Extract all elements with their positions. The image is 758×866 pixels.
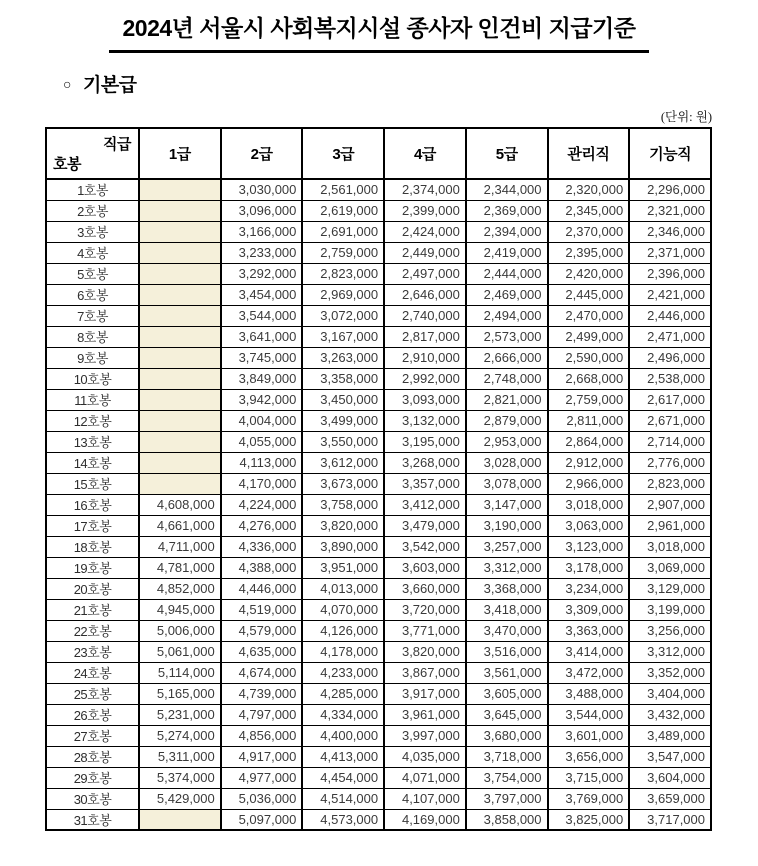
row-label: 19호봉: [46, 557, 139, 578]
salary-cell: 3,605,000: [466, 683, 548, 704]
salary-cell: 3,178,000: [548, 557, 630, 578]
salary-cell: 2,776,000: [629, 452, 711, 473]
salary-cell: 2,671,000: [629, 410, 711, 431]
table-row: [46, 704, 711, 725]
salary-cell: 4,126,000: [302, 620, 384, 641]
salary-cell: 4,071,000: [384, 767, 466, 788]
row-label: 23호봉: [46, 641, 139, 662]
row-label: 18호봉: [46, 536, 139, 557]
salary-cell: 3,028,000: [466, 452, 548, 473]
table-row: [46, 410, 711, 431]
table-row: [46, 620, 711, 641]
empty-cell: [139, 179, 221, 200]
salary-cell: 3,867,000: [384, 662, 466, 683]
salary-cell: 3,312,000: [629, 641, 711, 662]
salary-cell: 4,113,000: [221, 452, 303, 473]
salary-cell: 2,371,000: [629, 242, 711, 263]
salary-cell: 3,715,000: [548, 767, 630, 788]
title-wrap: [0, 0, 758, 53]
salary-cell: 2,446,000: [629, 305, 711, 326]
salary-cell: 3,942,000: [221, 389, 303, 410]
salary-cell: 5,061,000: [139, 641, 221, 662]
salary-cell: 2,668,000: [548, 368, 630, 389]
row-label: 17호봉: [46, 515, 139, 536]
salary-cell: 2,496,000: [629, 347, 711, 368]
table-row: [46, 326, 711, 347]
salary-cell: 2,748,000: [466, 368, 548, 389]
salary-cell: 2,590,000: [548, 347, 630, 368]
salary-cell: 2,296,000: [629, 179, 711, 200]
salary-cell: 3,414,000: [548, 641, 630, 662]
column-header-grade5: 5급: [466, 128, 548, 179]
salary-cell: 3,479,000: [384, 515, 466, 536]
salary-cell: 3,550,000: [302, 431, 384, 452]
salary-cell: 3,190,000: [466, 515, 548, 536]
salary-cell: 3,673,000: [302, 473, 384, 494]
salary-cell: 2,619,000: [302, 200, 384, 221]
salary-cell: 4,977,000: [221, 767, 303, 788]
salary-cell: 3,718,000: [466, 746, 548, 767]
salary-cell: 4,856,000: [221, 725, 303, 746]
salary-cell: 4,797,000: [221, 704, 303, 725]
salary-cell: 5,006,000: [139, 620, 221, 641]
salary-cell: 3,450,000: [302, 389, 384, 410]
salary-cell: 3,717,000: [629, 809, 711, 830]
salary-cell: 3,063,000: [548, 515, 630, 536]
table-row: [46, 221, 711, 242]
salary-cell: 4,004,000: [221, 410, 303, 431]
salary-cell: 2,740,000: [384, 305, 466, 326]
salary-cell: 2,714,000: [629, 431, 711, 452]
salary-cell: 3,754,000: [466, 767, 548, 788]
salary-cell: 3,820,000: [384, 641, 466, 662]
salary-cell: 2,369,000: [466, 200, 548, 221]
salary-cell: 5,097,000: [221, 809, 303, 830]
row-label: 28호봉: [46, 746, 139, 767]
salary-cell: 2,320,000: [548, 179, 630, 200]
salary-cell: 3,263,000: [302, 347, 384, 368]
table-row: [46, 347, 711, 368]
salary-cell: 3,769,000: [548, 788, 630, 809]
salary-cell: 3,123,000: [548, 536, 630, 557]
salary-cell: 3,547,000: [629, 746, 711, 767]
row-label: 1호봉: [46, 179, 139, 200]
salary-cell: 3,890,000: [302, 536, 384, 557]
table-row: [46, 515, 711, 536]
salary-cell: 3,096,000: [221, 200, 303, 221]
section-heading: [63, 70, 758, 97]
salary-cell: 4,635,000: [221, 641, 303, 662]
salary-cell: 2,370,000: [548, 221, 630, 242]
salary-cell: 3,917,000: [384, 683, 466, 704]
salary-cell: 2,470,000: [548, 305, 630, 326]
salary-cell: 2,346,000: [629, 221, 711, 242]
unit-note: (단위: 원): [660, 110, 712, 124]
table-row: [46, 473, 711, 494]
salary-cell: 2,817,000: [384, 326, 466, 347]
salary-cell: 3,825,000: [548, 809, 630, 830]
salary-cell: 2,823,000: [302, 263, 384, 284]
salary-cell: 3,951,000: [302, 557, 384, 578]
salary-cell: 2,538,000: [629, 368, 711, 389]
salary-cell: 5,231,000: [139, 704, 221, 725]
table-row: [46, 557, 711, 578]
row-label: 27호봉: [46, 725, 139, 746]
row-label: 16호봉: [46, 494, 139, 515]
empty-cell: [139, 368, 221, 389]
salary-cell: 3,404,000: [629, 683, 711, 704]
salary-cell: 4,334,000: [302, 704, 384, 725]
salary-cell: 2,419,000: [466, 242, 548, 263]
salary-cell: 5,311,000: [139, 746, 221, 767]
salary-cell: 3,132,000: [384, 410, 466, 431]
salary-cell: 3,147,000: [466, 494, 548, 515]
row-label: 26호봉: [46, 704, 139, 725]
salary-cell: 2,561,000: [302, 179, 384, 200]
empty-cell: [139, 473, 221, 494]
salary-cell: 2,399,000: [384, 200, 466, 221]
salary-cell: 2,494,000: [466, 305, 548, 326]
empty-cell: [139, 242, 221, 263]
column-header-grade2: 2급: [221, 128, 303, 179]
row-label: 29호봉: [46, 767, 139, 788]
salary-cell: 2,912,000: [548, 452, 630, 473]
salary-cell: 3,256,000: [629, 620, 711, 641]
salary-cell: 5,429,000: [139, 788, 221, 809]
salary-cell: 2,573,000: [466, 326, 548, 347]
salary-cell: 2,666,000: [466, 347, 548, 368]
row-label: 8호봉: [46, 326, 139, 347]
table-row: [46, 305, 711, 326]
row-label: 3호봉: [46, 221, 139, 242]
salary-cell: 2,992,000: [384, 368, 466, 389]
row-label: 30호봉: [46, 788, 139, 809]
salary-cell: 4,454,000: [302, 767, 384, 788]
empty-cell: [139, 410, 221, 431]
salary-cell: 3,472,000: [548, 662, 630, 683]
salary-cell: 2,395,000: [548, 242, 630, 263]
row-label: 20호봉: [46, 578, 139, 599]
salary-cell: 2,345,000: [548, 200, 630, 221]
empty-cell: [139, 389, 221, 410]
salary-cell: 2,907,000: [629, 494, 711, 515]
salary-cell: 3,604,000: [629, 767, 711, 788]
salary-cell: 3,612,000: [302, 452, 384, 473]
salary-cell: 3,167,000: [302, 326, 384, 347]
table-row: [46, 767, 711, 788]
row-label: 12호봉: [46, 410, 139, 431]
salary-cell: 3,195,000: [384, 431, 466, 452]
salary-cell: 3,601,000: [548, 725, 630, 746]
salary-cell: 4,055,000: [221, 431, 303, 452]
empty-cell: [139, 263, 221, 284]
corner-label-step: 호봉: [53, 156, 81, 173]
salary-cell: 4,739,000: [221, 683, 303, 704]
salary-cell: 3,268,000: [384, 452, 466, 473]
salary-cell: 4,711,000: [139, 536, 221, 557]
table-row: [46, 494, 711, 515]
row-label: 2호봉: [46, 200, 139, 221]
salary-cell: 2,421,000: [629, 284, 711, 305]
empty-cell: [139, 347, 221, 368]
salary-cell: 2,617,000: [629, 389, 711, 410]
salary-cell: 3,233,000: [221, 242, 303, 263]
table-row: [46, 389, 711, 410]
salary-cell: 4,413,000: [302, 746, 384, 767]
empty-cell: [139, 284, 221, 305]
salary-cell: 5,274,000: [139, 725, 221, 746]
salary-cell: 3,516,000: [466, 641, 548, 662]
table-row: [46, 368, 711, 389]
row-label: 22호봉: [46, 620, 139, 641]
column-header-grade1: 1급: [139, 128, 221, 179]
salary-cell: 2,471,000: [629, 326, 711, 347]
salary-cell: 3,368,000: [466, 578, 548, 599]
salary-cell: 2,961,000: [629, 515, 711, 536]
salary-cell: 2,811,000: [548, 410, 630, 431]
empty-cell: [139, 305, 221, 326]
corner-label-rank: 직급: [103, 136, 131, 153]
salary-cell: 2,374,000: [384, 179, 466, 200]
table-row: [46, 683, 711, 704]
table-row: [46, 746, 711, 767]
salary-cell: 3,352,000: [629, 662, 711, 683]
salary-cell: 2,646,000: [384, 284, 466, 305]
salary-cell: 4,852,000: [139, 578, 221, 599]
row-label: 31호봉: [46, 809, 139, 830]
salary-cell: 3,072,000: [302, 305, 384, 326]
salary-cell: 4,276,000: [221, 515, 303, 536]
table-row: [46, 284, 711, 305]
salary-cell: 3,357,000: [384, 473, 466, 494]
salary-cell: 2,821,000: [466, 389, 548, 410]
salary-cell: 2,864,000: [548, 431, 630, 452]
salary-cell: 3,603,000: [384, 557, 466, 578]
column-header-technical: 기능직: [629, 128, 711, 179]
salary-cell: 4,579,000: [221, 620, 303, 641]
salary-cell: 4,233,000: [302, 662, 384, 683]
salary-cell: 3,849,000: [221, 368, 303, 389]
salary-cell: 3,745,000: [221, 347, 303, 368]
row-label: 14호봉: [46, 452, 139, 473]
basic-salary-table: [45, 127, 712, 831]
salary-cell: 3,030,000: [221, 179, 303, 200]
salary-cell: 4,400,000: [302, 725, 384, 746]
salary-cell: 2,953,000: [466, 431, 548, 452]
salary-cell: 4,608,000: [139, 494, 221, 515]
row-label: 9호봉: [46, 347, 139, 368]
salary-cell: 3,166,000: [221, 221, 303, 242]
table-row: [46, 809, 711, 830]
salary-cell: 4,178,000: [302, 641, 384, 662]
salary-cell: 2,910,000: [384, 347, 466, 368]
salary-cell: 2,759,000: [548, 389, 630, 410]
salary-cell: 4,224,000: [221, 494, 303, 515]
salary-cell: 5,374,000: [139, 767, 221, 788]
salary-cell: 3,129,000: [629, 578, 711, 599]
salary-cell: 4,170,000: [221, 473, 303, 494]
salary-cell: 2,497,000: [384, 263, 466, 284]
salary-cell: 3,499,000: [302, 410, 384, 431]
salary-cell: 3,432,000: [629, 704, 711, 725]
salary-cell: 3,858,000: [466, 809, 548, 830]
salary-cell: 4,035,000: [384, 746, 466, 767]
salary-cell: 3,656,000: [548, 746, 630, 767]
table-header: [46, 128, 711, 179]
salary-cell: 3,470,000: [466, 620, 548, 641]
table-row: [46, 263, 711, 284]
salary-cell: 2,966,000: [548, 473, 630, 494]
salary-cell: 4,013,000: [302, 578, 384, 599]
salary-cell: 2,969,000: [302, 284, 384, 305]
salary-cell: 3,641,000: [221, 326, 303, 347]
row-label: 15호봉: [46, 473, 139, 494]
salary-cell: 2,420,000: [548, 263, 630, 284]
table-row: [46, 242, 711, 263]
salary-cell: 2,396,000: [629, 263, 711, 284]
salary-cell: 2,759,000: [302, 242, 384, 263]
salary-cell: 2,823,000: [629, 473, 711, 494]
empty-cell: [139, 452, 221, 473]
table-row: [46, 578, 711, 599]
table-row: [46, 200, 711, 221]
salary-cell: 2,321,000: [629, 200, 711, 221]
salary-cell: 4,446,000: [221, 578, 303, 599]
row-label: 5호봉: [46, 263, 139, 284]
salary-cell: 3,758,000: [302, 494, 384, 515]
salary-cell: 4,781,000: [139, 557, 221, 578]
salary-cell: 4,945,000: [139, 599, 221, 620]
salary-cell: 3,680,000: [466, 725, 548, 746]
salary-cell: 3,660,000: [384, 578, 466, 599]
table-row: [46, 536, 711, 557]
table-row: [46, 725, 711, 746]
salary-cell: 3,488,000: [548, 683, 630, 704]
salary-cell: 4,917,000: [221, 746, 303, 767]
empty-cell: [139, 431, 221, 452]
column-header-grade3: 3급: [302, 128, 384, 179]
salary-cell: 4,514,000: [302, 788, 384, 809]
table-row: [46, 662, 711, 683]
salary-cell: 3,561,000: [466, 662, 548, 683]
salary-cell: 3,363,000: [548, 620, 630, 641]
page-title: 2024년 서울시 사회복지시설 종사자 인건비 지급기준: [109, 10, 650, 53]
salary-cell: 3,358,000: [302, 368, 384, 389]
salary-cell: 3,645,000: [466, 704, 548, 725]
empty-cell: [139, 326, 221, 347]
salary-cell: 3,018,000: [548, 494, 630, 515]
row-label: 7호봉: [46, 305, 139, 326]
salary-cell: 3,412,000: [384, 494, 466, 515]
row-label: 11호봉: [46, 389, 139, 410]
salary-cell: 5,114,000: [139, 662, 221, 683]
section-title: 기본급: [82, 75, 137, 96]
salary-cell: 2,499,000: [548, 326, 630, 347]
salary-cell: 3,797,000: [466, 788, 548, 809]
salary-cell: 3,292,000: [221, 263, 303, 284]
salary-cell: 2,469,000: [466, 284, 548, 305]
salary-cell: 3,544,000: [221, 305, 303, 326]
row-label: 6호봉: [46, 284, 139, 305]
salary-cell: 3,418,000: [466, 599, 548, 620]
salary-cell: 4,573,000: [302, 809, 384, 830]
salary-cell: 3,720,000: [384, 599, 466, 620]
salary-cell: 2,445,000: [548, 284, 630, 305]
salary-cell: 4,107,000: [384, 788, 466, 809]
header-row: [46, 128, 711, 179]
salary-cell: 3,659,000: [629, 788, 711, 809]
salary-cell: 4,169,000: [384, 809, 466, 830]
table-row: [46, 179, 711, 200]
salary-cell: 2,691,000: [302, 221, 384, 242]
table-row: [46, 431, 711, 452]
row-label: 4호봉: [46, 242, 139, 263]
circle-bullet-icon: ○: [63, 76, 71, 92]
salary-cell: 3,309,000: [548, 599, 630, 620]
salary-cell: 4,070,000: [302, 599, 384, 620]
salary-cell: 4,674,000: [221, 662, 303, 683]
empty-cell: [139, 221, 221, 242]
column-header-management: 관리직: [548, 128, 630, 179]
salary-cell: 2,394,000: [466, 221, 548, 242]
salary-cell: 3,257,000: [466, 536, 548, 557]
empty-cell: [139, 200, 221, 221]
salary-cell: 3,069,000: [629, 557, 711, 578]
empty-cell: [139, 809, 221, 830]
salary-cell: 3,961,000: [384, 704, 466, 725]
salary-cell: 5,036,000: [221, 788, 303, 809]
table-body: [46, 179, 711, 830]
table-row: [46, 641, 711, 662]
salary-cell: 2,344,000: [466, 179, 548, 200]
salary-cell: 3,997,000: [384, 725, 466, 746]
salary-cell: 3,093,000: [384, 389, 466, 410]
salary-cell: 5,165,000: [139, 683, 221, 704]
salary-cell: 3,820,000: [302, 515, 384, 536]
row-label: 13호봉: [46, 431, 139, 452]
salary-cell: 3,312,000: [466, 557, 548, 578]
salary-cell: 4,336,000: [221, 536, 303, 557]
table-row: [46, 599, 711, 620]
salary-cell: 3,199,000: [629, 599, 711, 620]
salary-cell: 2,444,000: [466, 263, 548, 284]
salary-cell: 3,454,000: [221, 284, 303, 305]
salary-cell: 4,285,000: [302, 683, 384, 704]
corner-header-cell: [46, 128, 139, 179]
salary-cell: 3,018,000: [629, 536, 711, 557]
salary-cell: 4,519,000: [221, 599, 303, 620]
row-label: 21호봉: [46, 599, 139, 620]
salary-cell: 3,542,000: [384, 536, 466, 557]
salary-cell: 3,078,000: [466, 473, 548, 494]
salary-cell: 3,489,000: [629, 725, 711, 746]
salary-cell: 3,234,000: [548, 578, 630, 599]
table-row: [46, 452, 711, 473]
salary-cell: 3,544,000: [548, 704, 630, 725]
column-header-grade4: 4급: [384, 128, 466, 179]
table-row: [46, 788, 711, 809]
salary-cell: 2,449,000: [384, 242, 466, 263]
row-label: 25호봉: [46, 683, 139, 704]
salary-cell: 4,388,000: [221, 557, 303, 578]
row-label: 10호봉: [46, 368, 139, 389]
salary-cell: 3,771,000: [384, 620, 466, 641]
salary-cell: 2,424,000: [384, 221, 466, 242]
salary-cell: 4,661,000: [139, 515, 221, 536]
row-label: 24호봉: [46, 662, 139, 683]
salary-cell: 2,879,000: [466, 410, 548, 431]
